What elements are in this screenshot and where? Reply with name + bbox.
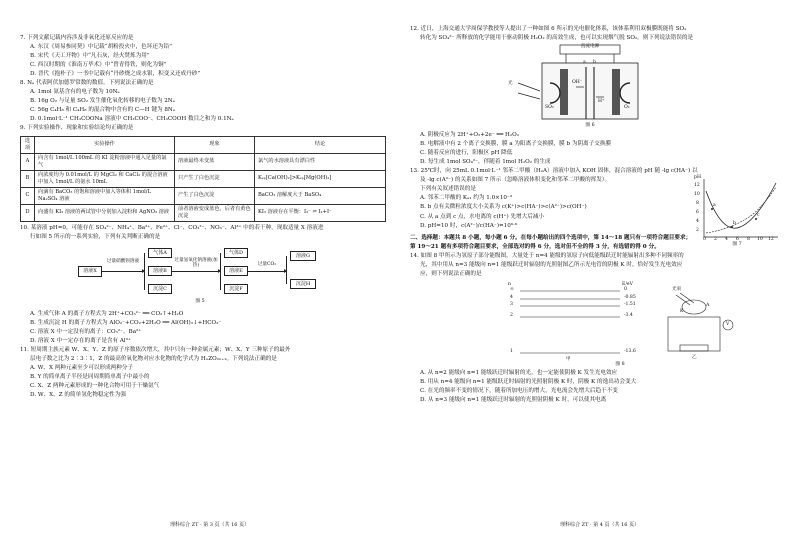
q13-option-a: A. 邻苯二甲酸的 Kₐ₁ 约为 1.0×10⁻³ — [420, 195, 513, 202]
cathode-label: K — [680, 308, 684, 314]
q10-stem: 10. 某溶液 pH=0，可能存在 SO₄²⁻、NH₄⁺、Ba²⁺、Fe²⁺、Cl⁻、CO₃²⁻、NO₃⁻、Al³⁺ 中的若干种，现取适量 X 溶液进 — [20, 224, 324, 231]
o2-label: O₂ — [624, 105, 630, 111]
q8-option-d: D. 0.1mol·L⁻¹ CH₃COONa 溶液中 CH₃COO⁻、CH₃COOH 数目之和为 0.1Nₐ — [30, 116, 234, 123]
q11-option-a: A. W、X 两种元素至少可以形成两种分子 — [30, 365, 134, 372]
flow-solution-x: 溶液X — [78, 266, 102, 277]
question-9 — [20, 124, 398, 221]
anode-label: A — [706, 302, 710, 308]
flow-solution-g: 溶液G — [290, 251, 316, 261]
q7-option-b: B. 宋代《天工开物》中“凡石灰，经火焚炼为用” — [30, 53, 150, 60]
flow-step-3: 过量CO₂ — [257, 261, 277, 267]
q10-option-b: B. 生成沉淀 H 的离子方程式为 AlO₂⁻+CO₂+2H₂O ══ Al(OH)₃↓+HCO₃⁻ — [30, 319, 222, 326]
figure-7 — [692, 175, 782, 247]
q7-option-a: A. 东汉《周易参同契》中记载“胡粉投火中，色坏还为铅” — [30, 44, 172, 51]
flow-branch-line — [144, 253, 145, 290]
question-14 — [410, 252, 788, 405]
q14-option-b: B. 用从 n=4 能级向 n=1 能级跃迁时辐射的光照射阴极 K 时，阴极 K 的逸出功会变大 — [420, 378, 637, 385]
y-tick-label: 8 — [696, 201, 699, 207]
diagram-jia-caption: 甲 — [566, 356, 571, 362]
q11-stem-cont: 层电子数之比为 2∶3∶1，Z 的最高价氧化物对应水化物的化学式为 HₙZO₂ₙ₊₂。下列说法正确的是 — [30, 356, 277, 362]
level-energy: -13.6 — [624, 348, 636, 354]
q12-option-c: C. 随着反应的进行，阳极区 pH 降低 — [420, 150, 513, 157]
table-cell: C — [21, 187, 35, 204]
point-c-label: c — [757, 213, 760, 219]
q14-option-a: A. 从 n=2 能级向 n=1 能级跃迁时辐射的光，也一定能使阴极 K 发生光电效应 — [420, 369, 618, 376]
table-cell: Kₛₚ[Ca(OH)₂]>Kₛₚ[Mg(OH)₂] — [255, 170, 386, 187]
level-energy: -3.4 — [624, 312, 633, 318]
page-footer-left: 理科综合 ZT · 第 3 页（共 16 页） — [170, 522, 250, 528]
table-cell: 前者溶液变成蓝色，后者有黄色沉淀 — [175, 204, 255, 221]
level-n: 2 — [510, 312, 513, 318]
q13-option-d: D. pH=10 时，c(A²⁻)/c(HA⁻)=10⁶·⁶ — [420, 222, 518, 229]
flow-branch-line — [220, 253, 221, 290]
q13-stem-cont2: 下列有关叙述错误的是 — [420, 186, 476, 193]
flow-sediment-h: 沉淀H — [290, 279, 316, 289]
q9-experiment-table — [20, 136, 386, 222]
figure-6-caption: 图 6 — [585, 123, 595, 129]
electrolysis-cell-diagram — [410, 43, 788, 131]
table-header: 现象 — [175, 136, 255, 153]
q11-option-c: C. X、Z 两种元素形成的一种化合物可用于干燥氨气 — [30, 383, 160, 390]
q14-stem-cont2: 应，则下列说法正确的是 — [420, 270, 482, 277]
level-n: 4 — [510, 294, 513, 300]
q11-option-b: B. Y 的简单离子半径是同周期简单离子中最小的 — [30, 374, 150, 381]
question-8 — [20, 79, 398, 124]
q10-stem-cont: 行如图 5 所示的一系列实验，下列有关判断正确的是 — [30, 233, 161, 240]
q13-option-c: C. 从 a 点到 c 点，水电离的 c(H⁺) 先增大后减小 — [420, 213, 545, 220]
flow-step-2: 过量氢氧化钠溶液(加热) — [174, 257, 218, 269]
flow-arrow — [248, 271, 286, 272]
light-beam-label: 光束 — [672, 286, 682, 292]
question-12 — [410, 25, 788, 167]
x-tick-label: 2 — [714, 237, 717, 243]
x-tick-label: 10 — [757, 237, 763, 243]
table-cell: 向浓度均为 0.01mol/L 的 MgCl₂ 和 CaCl₂ 的混合溶液中加入 1mol/L 的氨水 10mL — [35, 170, 175, 187]
table-cell: A — [21, 153, 35, 170]
q14-stem-cont: 光，其中用从 n=3 能级向 n=1 能级跃迁时辐射的光照射图乙所示光电管的阴极 K 时，恰好发生光电效应 — [420, 261, 683, 268]
x-tick-label: 6 — [736, 237, 739, 243]
q12-option-d: D. 每生成 1mol SO₄²⁻，伴随着 1mol H₂O₂ 的生成 — [420, 159, 551, 166]
q14-option-d: D. 从 n=3 能级向 n=1 能级跃迁时辐射的光照射阴极 K 时，可以使其电离 — [420, 396, 607, 403]
figure-8-caption: 图 8 — [615, 361, 625, 367]
figure-5-caption: 图 5 — [195, 298, 205, 304]
table-cell: D — [21, 204, 35, 221]
question-7 — [20, 34, 398, 79]
table-cell: BaCO₃ 溶解度大于 BaSO₄ — [255, 187, 386, 204]
flow-sediment-f: 沉淀F — [224, 284, 248, 294]
n-axis-label: n — [508, 281, 511, 287]
q8-option-a: A. 1mol 氨基含有的电子数为 10Nₐ — [30, 89, 120, 96]
y-tick-label: 12 — [694, 183, 700, 189]
graph-y-label: pH — [694, 175, 701, 181]
table-cell: 向盛有 KI₃ 溶液的两试管中分别加入淀粉和 AgNO₃ 溶液 — [35, 204, 175, 221]
question-11 — [20, 346, 398, 400]
hydroxide-label: OH⁻ — [572, 80, 583, 86]
q8-stem: 8. Nₐ 代表阿伏加德罗常数的数值。下列说法正确的是 — [20, 80, 154, 87]
table-cell: 只产生了白色沉淀 — [175, 170, 255, 187]
q12-stem-cont: 转化为 SO₄²⁻ 所释放的化学能用于驱动阴极 H₂O₂ 的高效生成，也可以实现烟气脱 SO₂。则下列说法错误的是 — [420, 35, 694, 42]
q10-option-a: A. 生成气体 A 的离子方程式为 2H⁺+CO₃²⁻ ══ CO₂↑+H₂O — [30, 310, 184, 317]
y-tick-label: 6 — [696, 210, 699, 216]
table-cell: B — [21, 170, 35, 187]
figure-7-caption: 图 7 — [732, 242, 742, 248]
q12-option-b: B. 电解液中有 2 个离子交换膜，膜 a 为阳离子交换膜，膜 b 为阴离子交换膜 — [420, 141, 612, 148]
table-cell: 向滴有 BaCO₃ 的饱和溶液中加入等体积 1mol/L Na₂SO₄ 溶液 — [35, 187, 175, 204]
q7-option-d: D. 晋代《抱朴子》一书中记载有“丹砂烧之成水银，积变又还成丹砂” — [30, 71, 201, 78]
x-tick-label: 8 — [747, 237, 750, 243]
flow-arrow — [172, 271, 220, 272]
level-n: 1 — [510, 348, 513, 354]
section-2-line-1: 二、选择题：本题共 8 小题，每小题 6 分。在每小题给出的四个选项中，第 14～18 题只有一项符合题目要求； — [410, 234, 692, 241]
membrane-a-label: a — [583, 60, 586, 66]
q12-stem: 12. 近日，上海交通大学周保学教授等人提出了一种如图 6 所示的光电催化体系，该体系利用双极膜既能将 SO₂ — [410, 26, 687, 32]
table-cell: KI₃ 溶液存在平衡：I₃⁻ ⇌ I₂+I⁻ — [255, 204, 386, 221]
q11-option-d: D. W、X、Z 的简单氢化物稳定性为强 — [30, 392, 126, 399]
level-energy: -0.85 — [624, 294, 636, 300]
question-10 — [20, 224, 398, 346]
q14-option-c: C. 在光的频率不变的情况下，随着所加电压的增大，光电流会先增大后趋于不变 — [420, 387, 618, 394]
page-footer-right: 理科综合 ZT · 第 4 页（共 16 页） — [560, 522, 640, 528]
table-row — [21, 170, 386, 187]
table-cell: 向含有 1mol/L 100mL 的 KI 淀粉溶液中通入足量的氯气 — [35, 153, 175, 170]
flow-sediment-c: 沉淀C — [148, 284, 172, 294]
x-tick-label: 4 — [725, 237, 728, 243]
table-row — [21, 153, 386, 170]
level-energy: 0 — [624, 286, 627, 292]
flow-gas-d: 气体D — [224, 248, 248, 258]
y-tick-label: 2 — [696, 228, 699, 234]
light-label: 光 — [508, 81, 513, 87]
voltmeter-label: V — [726, 321, 730, 327]
proton-label: H⁺ — [598, 99, 605, 105]
q13-option-b: B. b 点有关微粒浓度大小关系为 c(K⁺)>c(HA⁻)>c(A²⁻)>c(OH⁻) — [420, 204, 587, 211]
flow-solution-e: 溶液E — [224, 266, 248, 276]
q7-option-c: C. 西汉时期的《淮南万毕术》中“曾青得铁，则化为铜” — [30, 62, 167, 69]
energy-level-and-circuit — [410, 279, 788, 369]
q10-option-d: D. 溶液 X 中一定存在的离子是含有 Al³⁺ — [30, 337, 131, 344]
q8-option-c: C. 56g C₄H₈ 和 C₄H₈ 的混合物中含有的 C—H 键为 8Nₐ — [30, 107, 175, 114]
y-tick-label: 4 — [696, 219, 699, 225]
so2-label: SO₂ — [545, 105, 554, 111]
table-header: 结论 — [255, 136, 386, 153]
q13-stem: 13. 25℃时，向 25mL 0.1mol·L⁻¹ 邻苯二甲酸（H₂A）溶液中加入 KOH 固体，混合溶液的 pH 随 -lg c(HA⁻) 以 — [410, 168, 698, 175]
q11-stem: 11. 短周期主族元素 W、X、Y、Z 的原子序数依次增大，其中只有一种金属元素；W、X、Y 三种原子的最外 — [20, 346, 291, 353]
level-energy: -1.51 — [624, 301, 636, 307]
table-header: 选项 — [21, 136, 35, 153]
q9-stem: 9. 下列实验操作、现象和实验结论均正确的是 — [20, 125, 134, 132]
table-row — [21, 187, 386, 204]
table-cell: 氯气的水溶液具有漂白性 — [255, 153, 386, 170]
q14-stem: 14. 如图 8 甲所示为氢原子部分能级图，大量处于 n=4 能级的氢原子向低能级跃迁时能辐射出多种不同频率的 — [410, 252, 684, 259]
membrane-b-label: b — [593, 60, 596, 66]
q13-stem-cont: 及 -lg c(A²⁻) 的关系如图 7 所示（忽略溶液体积变化和邻苯二甲酸的挥发）。 — [420, 177, 611, 184]
q7-stem: 7. 下列文献记载内容涉及非氧化还原反应的是 — [20, 35, 134, 41]
level-n: 3 — [510, 301, 513, 307]
flow-step-1: 过量硝酸钡溶液 — [106, 258, 140, 264]
diagram-yi-caption: 乙 — [692, 354, 697, 360]
flow-arrow — [102, 271, 144, 272]
flow-solution-b: 溶液B — [148, 266, 172, 276]
table-header-row — [21, 136, 386, 153]
point-b-label: b — [733, 221, 736, 227]
flow-branch-line — [286, 256, 287, 284]
section-2-line-2: 第 19～21 题有多项符合题目要求，全部选对的得 6 分，选对但不全的得 3 分，有选错的得 0 分。 — [410, 243, 660, 250]
q10-option-c: C. 溶液 X 中一定没有的离子：CO₃²⁻、Ba²⁺ — [30, 328, 142, 335]
left-column — [20, 0, 398, 544]
dc-power-label: 直流电源 — [580, 44, 600, 50]
x-tick-label: 12 — [768, 237, 774, 243]
point-a-label: a — [713, 203, 716, 209]
energy-axis-label: E/eV — [622, 281, 633, 287]
flow-gas-a: 气体A — [148, 248, 172, 258]
q8-option-b: B. 16g O₂ 与足量 SO₂ 发生催化氧化转移的电子数为 2Nₐ — [30, 98, 175, 105]
figure-8 — [410, 279, 788, 369]
table-cell: 溶液最终未变蓝 — [175, 153, 255, 170]
table-cell: 产生了白色沉淀 — [175, 187, 255, 204]
q12-option-a: A. 阴极反应为 2H⁺+O₂+2e⁻ ══ H₂O₂ — [420, 132, 519, 139]
table-row — [21, 204, 386, 221]
level-n: ∞ — [510, 286, 514, 292]
x-tick-label: 0 — [703, 237, 706, 243]
right-column — [410, 0, 788, 544]
q10-flowchart — [20, 244, 398, 308]
table-header: 实验操作 — [35, 136, 175, 153]
y-tick-label: 10 — [694, 192, 700, 198]
figure-6 — [410, 43, 788, 131]
